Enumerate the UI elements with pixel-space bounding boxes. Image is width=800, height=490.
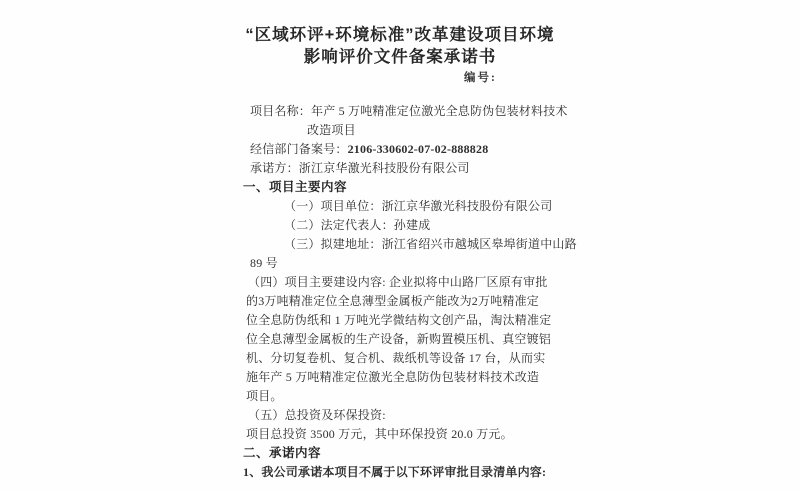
doc-line-project-unit: （一）项目单位：浙江京华激光科技股份有限公司 <box>284 199 553 213</box>
doc-line-investment-amount: 项目总投资 3500 万元，其中环保投资 20.0 万元。 <box>246 427 513 441</box>
doc-line-site-address-wrap: 89 号 <box>250 256 278 270</box>
section-heading-project-content: 一、项目主要内容 <box>243 180 348 194</box>
filing-number-value: 2106-330602-07-02-888828 <box>347 142 489 156</box>
doc-line-construction-content-5: 机、分切复卷机、复合机、裁纸机等设备 17 台，从而实 <box>246 351 546 365</box>
doc-line-construction-content-6: 施年产 5 万吨精准定位激光全息防伪包装材料技术改造 <box>246 370 540 384</box>
doc-line-committer: 承诺方：浙江京华激光科技股份有限公司 <box>250 161 470 175</box>
doc-line-site-address: （三）拟建地址：浙江省绍兴市越城区皋埠街道中山路 <box>284 237 577 251</box>
doc-line-project-name-wrap: 改造项目 <box>307 123 356 137</box>
section-heading-commitment: 二、承诺内容 <box>243 446 322 460</box>
doc-line-filing-number <box>250 140 573 159</box>
doc-line-construction-content-1: （四）项目主要建设内容: 企业拟将中山路厂区原有审批 <box>248 275 548 289</box>
doc-line-construction-content-4: 位全息薄型金属板的生产设备，新购置模压机、真空镀铝 <box>246 332 552 346</box>
doc-line-commitment-item-1: 1、我公司承诺本项目不属于以下环评审批目录清单内容: <box>243 465 547 479</box>
doc-line-legal-representative: （二）法定代表人：孙建成 <box>284 218 431 232</box>
doc-line-construction-content-2: 的3万吨精准定位全息薄型金属板产能改为2万吨精准定 <box>246 294 540 308</box>
doc-line-construction-content-3: 位全息防伪纸和 1 万吨光学微结构文创产品，淘汰精准定 <box>246 313 552 327</box>
serial-number-label: 编号: <box>464 72 497 84</box>
filing-number-label: 经信部门备案号： <box>250 142 348 156</box>
doc-line-project-name: 项目名称：年产 5 万吨精准定位激光全息防伪包装材料技术 <box>250 104 568 118</box>
document-title-line-2: 影响评价文件备案承诺书 <box>303 48 497 66</box>
document-title <box>0 24 800 68</box>
document-title-line-1: “区域环评+环境标准”改革建设项目环境 <box>245 26 555 44</box>
doc-line-construction-content-7: 项目。 <box>246 389 283 403</box>
document-body <box>243 102 577 482</box>
doc-line-investment-heading: （五）总投资及环保投资: <box>248 408 386 422</box>
